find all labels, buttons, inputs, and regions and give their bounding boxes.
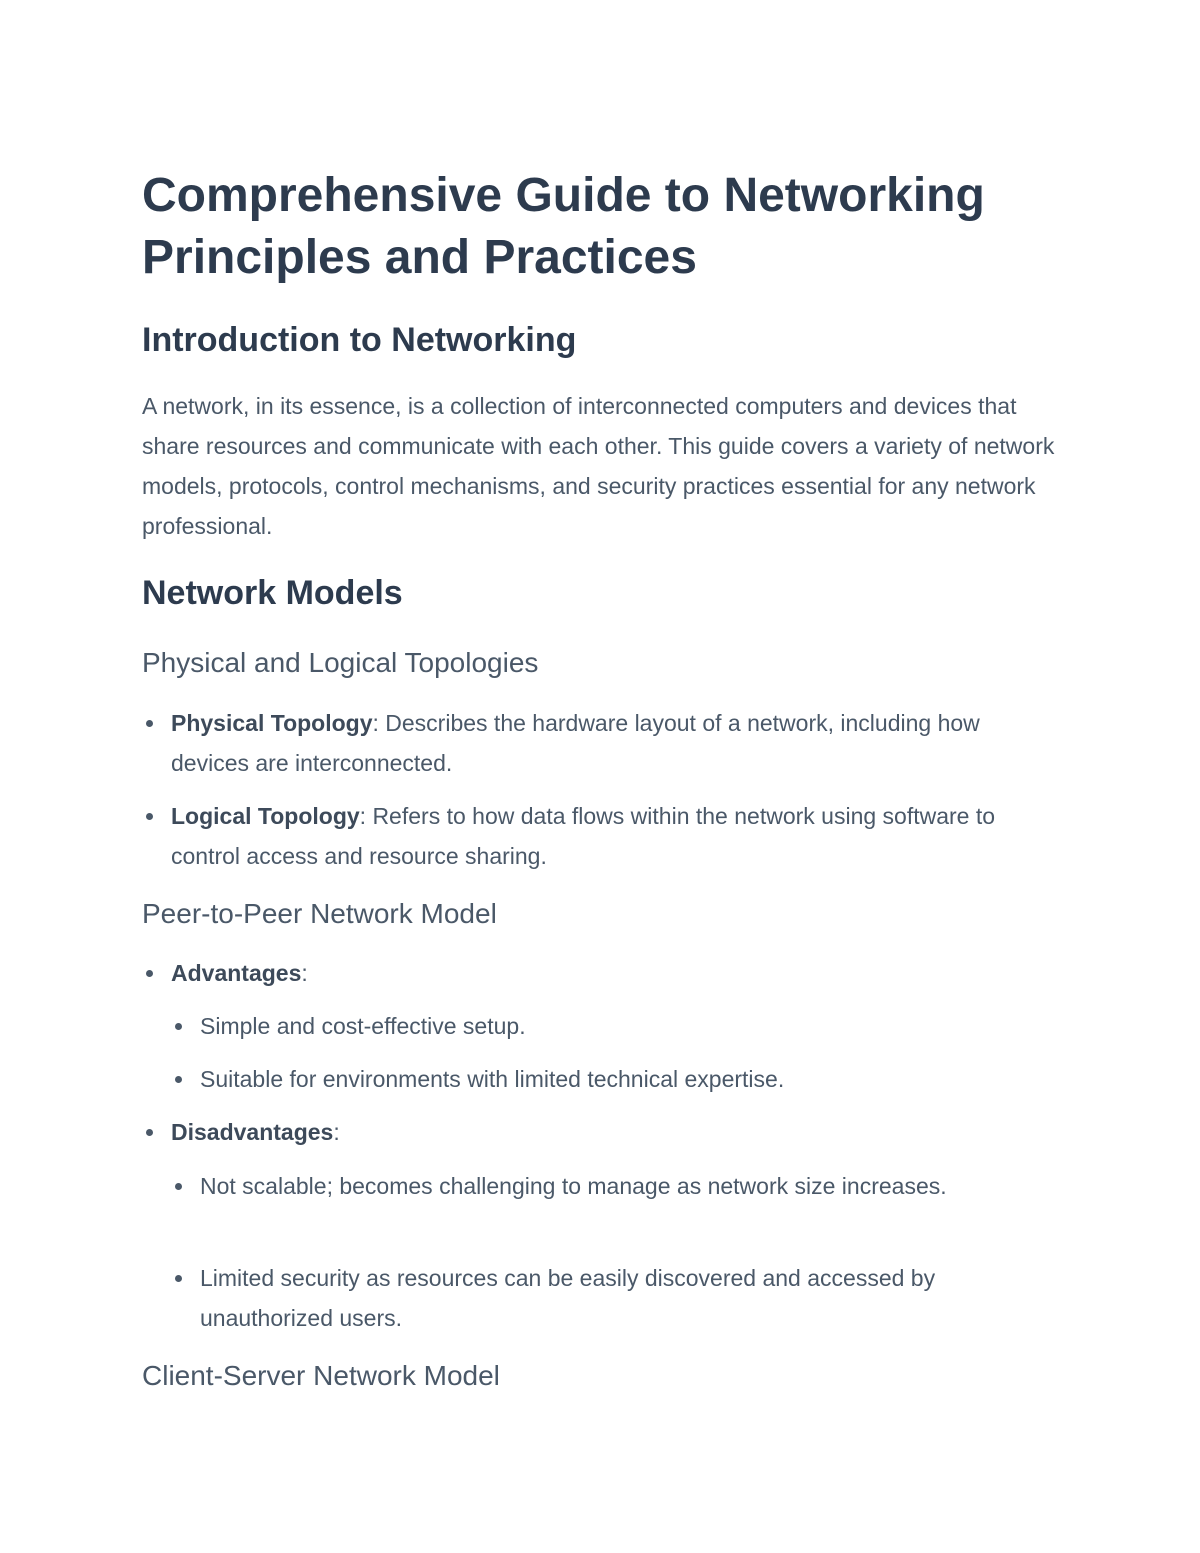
list-item bbox=[200, 1166, 980, 1206]
page-title: Comprehensive Guide to Networking Principles and Practices bbox=[142, 169, 985, 284]
list-item bbox=[200, 1006, 1060, 1046]
list-item bbox=[200, 1258, 1060, 1338]
colon: : bbox=[301, 960, 308, 986]
disadvantages-label: Disadvantages bbox=[171, 1119, 334, 1145]
advantages-label: Advantages bbox=[171, 960, 302, 986]
topologies-heading: Physical and Logical Topologies bbox=[142, 647, 539, 678]
list-item-advantages bbox=[171, 953, 1051, 993]
bullet-icon bbox=[175, 1023, 182, 1030]
intro-heading: Introduction to Networking bbox=[142, 321, 577, 359]
bullet-icon bbox=[146, 720, 153, 727]
definition: : Describes the hardware layout of a network, including how devices are interconnected. bbox=[171, 710, 980, 776]
bullet-icon bbox=[146, 813, 153, 820]
bullet-icon bbox=[175, 1183, 182, 1190]
network-models-heading: Network Models bbox=[142, 574, 403, 612]
bullet-icon bbox=[146, 1129, 153, 1136]
advantage-text: Suitable for environments with limited technical expertise. bbox=[200, 1066, 785, 1092]
list-item-disadvantages bbox=[171, 1112, 1051, 1152]
bullet-icon bbox=[146, 970, 153, 977]
p2p-heading: Peer-to-Peer Network Model bbox=[142, 898, 497, 929]
term: Physical Topology bbox=[171, 710, 373, 736]
definition: : Refers to how data flows within the network using software to control access and resource sharing. bbox=[171, 803, 996, 869]
term: Logical Topology bbox=[171, 803, 360, 829]
colon: : bbox=[333, 1119, 340, 1145]
list-item-logical-topology bbox=[171, 796, 1051, 876]
bullet-icon bbox=[175, 1076, 182, 1083]
disadvantage-text: Limited security as resources can be easily discovered and accessed by unauthorized users. bbox=[200, 1265, 936, 1331]
list-item bbox=[200, 1059, 1060, 1099]
bullet-icon bbox=[175, 1275, 182, 1282]
client-server-heading: Client-Server Network Model bbox=[142, 1360, 500, 1391]
disadvantage-text: Not scalable; becomes challenging to manage as network size increases. bbox=[200, 1173, 947, 1199]
list-item-physical-topology bbox=[171, 703, 1051, 783]
intro-paragraph: A network, in its essence, is a collection of interconnected computers and devices that share resources and communicate with each other. This guide covers a variety of network models, protocols, control mechanisms, and security practices essential for any network professional. bbox=[142, 393, 1055, 539]
advantage-text: Simple and cost-effective setup. bbox=[200, 1013, 526, 1039]
